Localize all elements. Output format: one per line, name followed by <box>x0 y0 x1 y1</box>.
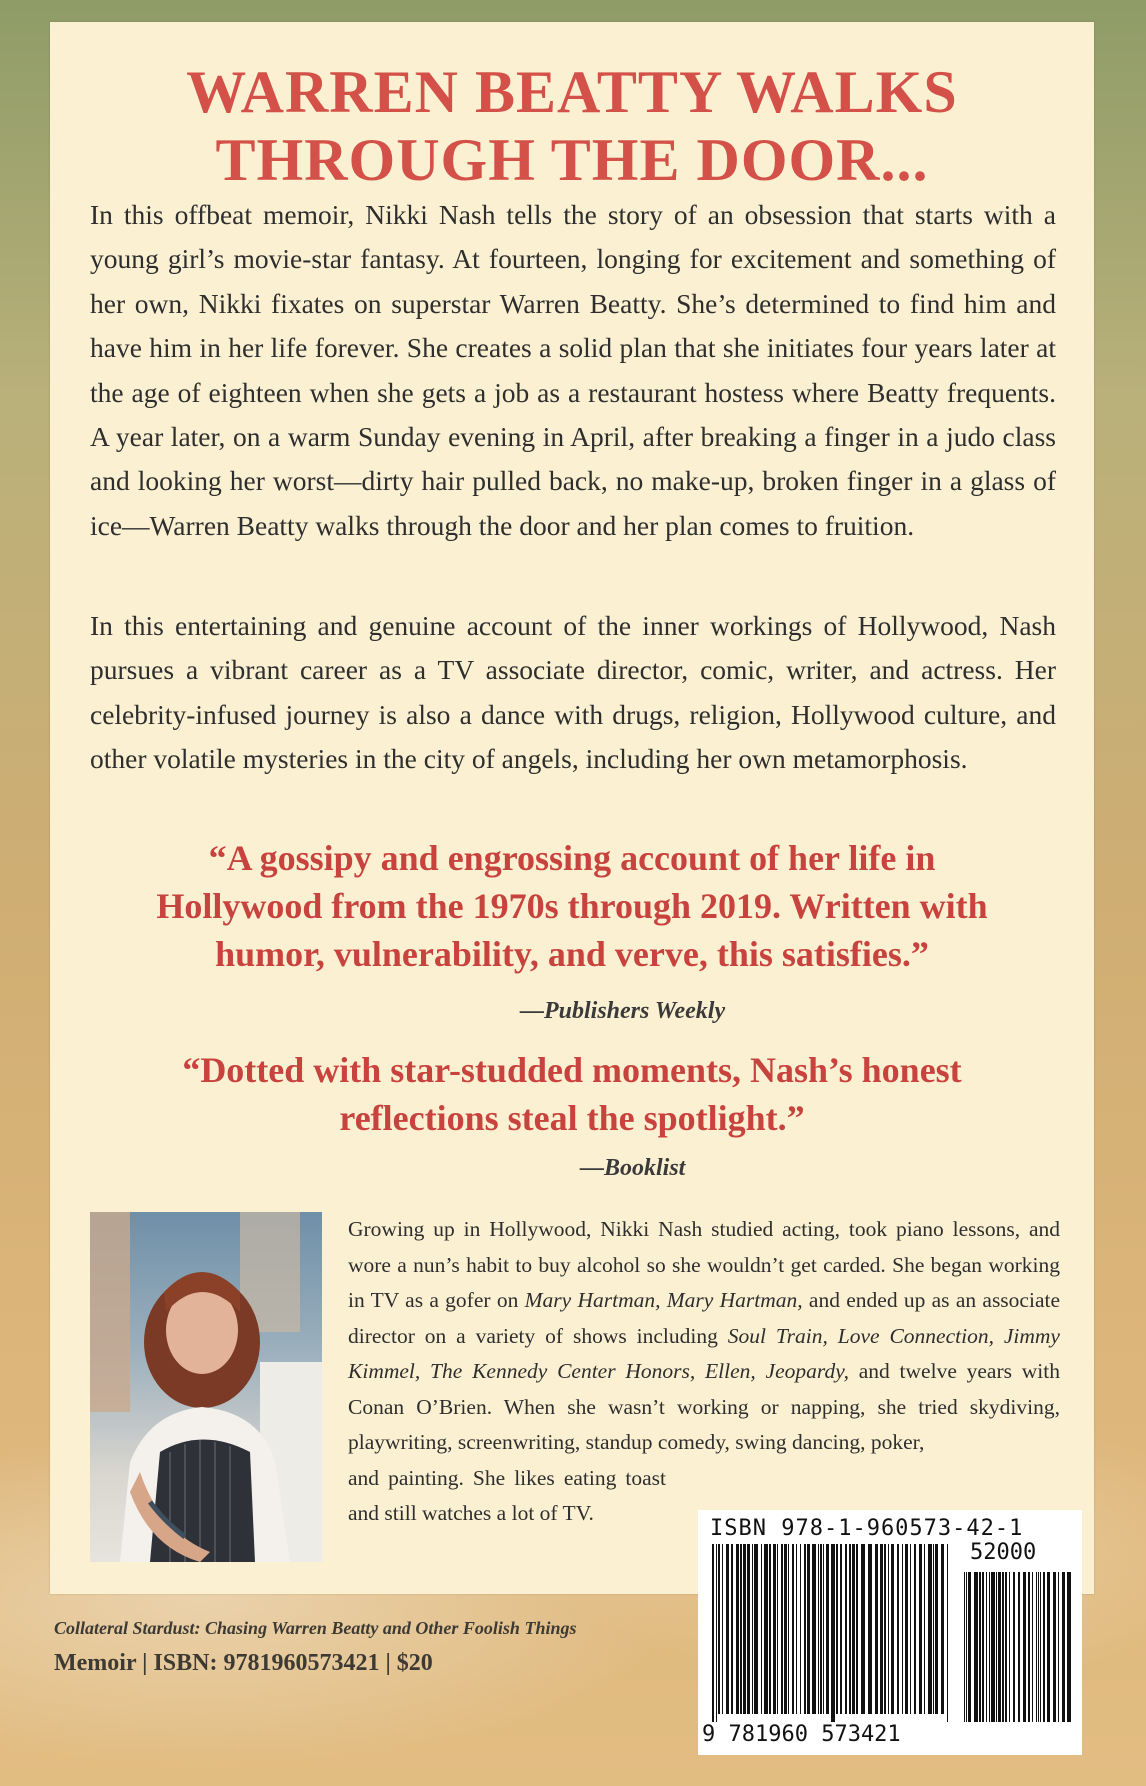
author-bio-sentence-3: and twelve years with Conan O’Brien. When she wasn’t working or napping, she tried skydiving, playwriting, screenwriting, standup comedy, swing dancing, poker, <box>348 1359 1061 1454</box>
price-code: 52000 <box>970 1540 1037 1565</box>
author-bio-sentence-4: and painting. She likes eating toast and still watches a lot of TV. <box>348 1465 666 1525</box>
headline <box>50 58 1094 194</box>
author-bio-title-2: Soul Train, Love Connection, Jimmy Kimmel, The Kennedy Center Honors, Ellen, Jeopardy, <box>348 1323 1060 1383</box>
barcode-digits: 9 781960 573421 <box>702 1722 901 1747</box>
back-cover-panel <box>50 22 1094 1594</box>
synopsis-paragraph-2: In this entertaining and genuine account of the inner workings of Hollywood, Nash pursues a vibrant career as a TV associate director, comic, writer, and actress. Her celebrity-infused journey is also a dance with drugs, religion, Hollywood culture, and other volatile mysteries in the city of angels, including her own metamorphosis. <box>90 610 1056 775</box>
isbn-label: ISBN 978-1-960573-42-1 <box>710 1516 1024 1541</box>
author-photo-illustration <box>90 1212 322 1562</box>
headline-line-2: THROUGH THE DOOR... <box>215 127 929 193</box>
review-quote-1 <box>50 834 1094 978</box>
review-quote-2 <box>50 1046 1094 1142</box>
author-bio-sentence-1: Growing up in Hollywood, Nikki Nash studied acting, took piano lessons, and wore a nun’s habit to buy alcohol so she wouldn’t get carded. She began working in TV as a gofer on <box>348 1217 1060 1312</box>
review-quote-2-line-2: reflections steal the spotlight.” <box>339 1098 805 1138</box>
author-bio-sentence-2: and ended up as an associate director on a variety of shows including <box>348 1288 1061 1348</box>
review-quote-1-line-1: “A gossipy and engrossing account of her life in <box>208 838 936 878</box>
review-source-1: —Publishers Weekly <box>520 998 726 1024</box>
review-source-2: —Booklist <box>580 1155 686 1181</box>
review-quote-2-line-1: “Dotted with star-studded moments, Nash’s honest <box>182 1050 962 1090</box>
book-meta: Memoir | ISBN: 9781960573421 | $20 <box>54 1650 433 1676</box>
author-photo <box>90 1212 322 1562</box>
author-bio <box>348 1212 1060 1532</box>
synopsis-paragraph-1: In this offbeat memoir, Nikki Nash tells the story of an obsession that starts with a young girl’s movie-star fantasy. At fourteen, longing for excitement and something of her own, Nikki fixates on superstar Warren Beatty. She’s determined to find him and have him in her life forever. She creates a solid plan that she initiates four years later at the age of eighteen when she gets a job as a restaurant hostess where Beatty frequents. A year later, on a warm Sunday evening in April, after breaking a finger in a judo class and looking her worst—dirty hair pulled back, no make-up, broken finger in a glass of ice—Warren Beatty walks through the door and her plan comes to fruition. <box>90 199 1056 541</box>
review-quote-1-line-3: humor, vulnerability, and verve, this satisfies.” <box>215 934 929 974</box>
book-title: Collateral Stardust: Chasing Warren Beatty and Other Foolish Things <box>54 1618 577 1638</box>
review-quote-1-line-2: Hollywood from the 1970s through 2019. Written with <box>156 886 988 926</box>
isbn-barcode-box <box>698 1510 1082 1755</box>
headline-line-1: WARREN BEATTY WALKS <box>186 59 958 125</box>
barcode-bars <box>698 1544 1082 1724</box>
author-bio-title-1: Mary Hartman, Mary Hartman, <box>524 1288 803 1312</box>
